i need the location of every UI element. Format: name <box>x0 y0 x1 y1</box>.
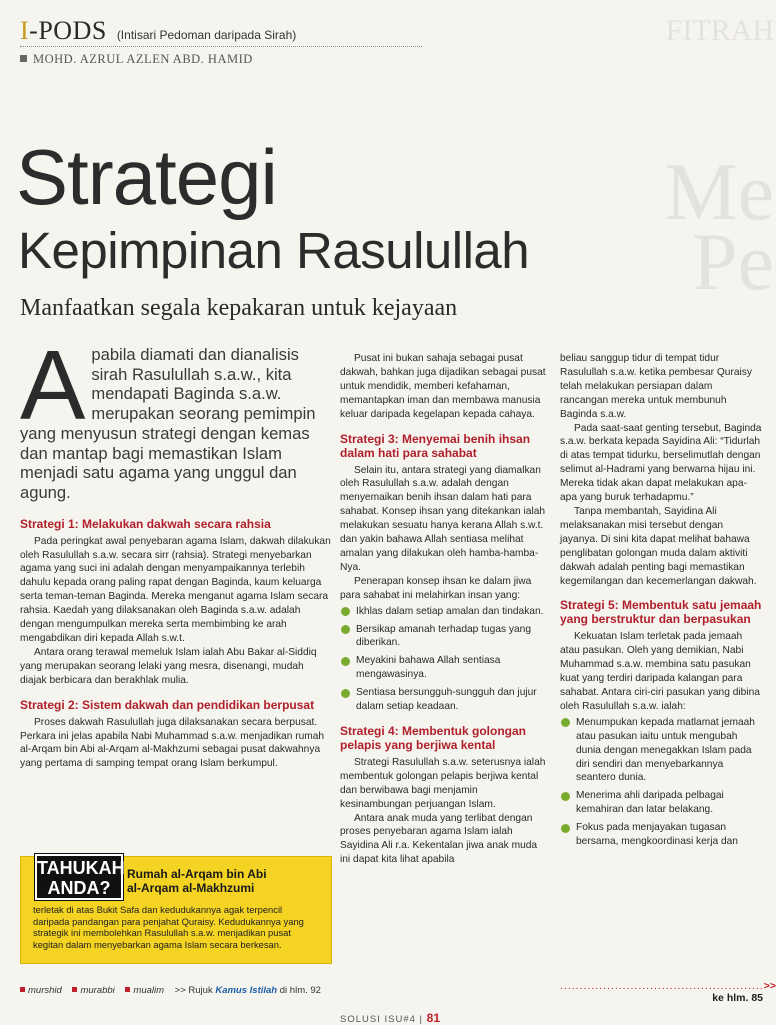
lead-text: pabila diamati dan dianalisis sirah Rasulullah s.a.w., kita mendapati Baginda s.a.w. merupakan seorang pemimpin yang menyusun strategi dengan kemas dan mantap bagi memastikan Islam menjadi satu agama yang unggul dan agung. <box>20 345 316 502</box>
author-name: MOHD. AZRUL AZLEN ABD. HAMID <box>33 52 253 66</box>
header-divider <box>20 46 422 47</box>
list-item: Bersikap amanah terhadap tugas yang diberikan. <box>340 623 548 651</box>
list-item: Meyakini bahawa Allah sentiasa mengawasinya. <box>340 654 548 682</box>
glossary-ref-suffix: di hlm. 92 <box>279 985 321 996</box>
ihsan-bullet-list <box>340 605 548 714</box>
arrow-icon: >> <box>763 980 776 992</box>
author-line <box>20 52 253 67</box>
body-paragraph: Kekuatan Islam terletak pada jemaah atau pasukan. Oleh yang demikian, Nabi Muhammad s.a.w. membina satu pasukan kuat yang terdiri daripada kalangan para sahabat. Antara ciri-ciri pasukan yang dibina oleh Rasulullah s.a.w. ialah: <box>560 631 760 712</box>
strategy-3-heading: Strategi 3: Menyemai benih ihsan dalam hati para sahabat <box>340 431 531 460</box>
body-paragraph: Tanpa membantah, Sayidina Ali melaksanakan misi tersebut dengan jayanya. Di sini kita dapat melihat bahawa penglibatan golongan muda dalam aktiviti dakwah adalah penting bagi memastikan kegemilangan dan kecemerlangan dakwah. <box>560 505 757 587</box>
article-title-line1: Strategi <box>16 133 277 221</box>
square-bullet-icon <box>20 987 25 992</box>
body-paragraph: Pada peringkat awal penyebaran agama Islam, dakwah dilakukan oleh Rasulullah s.a.w. secara sirr (rahsia). Strategi menyebarkan agama yang suci ini adalah dengan menyampaikannya terlebih dahulu kepada orang paling rapat dengan Baginda, kaum keluarga serta teman-teman Baginda. Mereka menganut agama Islam secara rahsia. Kaedah yang dilaksanakan oleh Baginda s.a.w. adalah dengan mengumpulkan mereka serta membimbing ke arah mengabdikan diri kepada Allah s.w.t. <box>20 535 331 644</box>
series-subtitle: (Intisari Pedoman daripada Sirah) <box>116 28 297 42</box>
did-you-know-label <box>35 854 123 900</box>
strategy-4-heading: Strategi 4: Membentuk golongan pelapis yang berjiwa kental <box>340 723 527 752</box>
did-you-know-box <box>20 856 332 964</box>
article-subtitle: Manfaatkan segala kepakaran untuk kejayaan <box>20 295 458 321</box>
body-paragraph: Strategi Rasulullah s.a.w. seterusnya ialah membentuk golongan pelapis berjiwa kental dan berwibawa bagi menjamin kesinambungan perjuangan Islam. <box>340 756 546 810</box>
body-paragraph: beliau sanggup tidur di tempat tidur Rasulullah s.a.w. ketika pembesar Quraisy telah melakukan persiapan dalam rancangan mereka untuk membunuh Baginda s.a.w. <box>560 353 752 420</box>
strategy-5-heading: Strategi 5: Membentuk satu jemaah yang berstruktur dan berpasukan <box>560 598 762 627</box>
column-2 <box>340 352 548 867</box>
article-title-line2: Kepimpinan Rasulullah <box>18 222 530 279</box>
glossary-footnote <box>20 985 321 996</box>
team-bullet-list <box>560 716 763 849</box>
page-folio <box>340 1011 440 1025</box>
box-title <box>127 867 267 895</box>
strategy-1-heading: Strategi 1: Melakukan dakwah secara rahsia <box>20 516 271 531</box>
square-bullet-icon <box>72 987 77 992</box>
body-paragraph: Antara orang terawal memeluk Islam ialah Abu Bakar al-Siddiq yang merupakan seorang lelaki yang mesra, disenangi, mudah diajak berbicara dan berakhlak mulia. <box>20 646 317 686</box>
drop-cap: A <box>20 330 86 440</box>
list-item: Menerima ahli daripada pelbagai kemahiran dan latar belakang. <box>560 789 763 817</box>
series-initial: I <box>20 16 30 45</box>
label-line: TAHUKAH <box>37 858 125 878</box>
bleed-through-ghost: Pe <box>692 216 774 307</box>
continued-on-page[interactable] <box>560 980 776 1004</box>
list-item: Ikhlas dalam setiap amalan dan tindakan. <box>340 605 548 619</box>
body-paragraph: Proses dakwah Rasulullah juga dilaksanakan secara berpusat. Perkara ini jelas apabila Nabi Muhammad s.a.w. menjadikan rumah al-Arqam bin Abi al-Arqam al-Makhzumi sebagai pusat dakwahnya yang pertama di samping tempat orang Islam berkumpul. <box>20 716 325 770</box>
bleed-through-ghost: Me <box>664 146 774 237</box>
page-number: 81 <box>426 1011 440 1025</box>
list-item: Menumpukan kepada matlamat jemaah atau pasukan iaitu untuk mengubah dunia dengan menegakkan Islam pada diri sendiri dan menyebarkannya seantero dunia. <box>560 716 763 786</box>
list-item: Sentiasa bersungguh-sungguh dan jujur dalam setiap keadaan. <box>340 686 548 714</box>
body-paragraph: Selain itu, antara strategi yang diamalkan oleh Rasulullah s.a.w. adalah dengan menyemaikan benih ihsan dalam hati para sahabat. Konsep ihsan yang ditekankan ialah melakukan sesuatu hanya kerana Allah s.w.t. dan yakin bahawa Allah sentiasa melihat amalan yang dilakukan oleh hamba-hamba-Nya. <box>340 464 546 573</box>
series-rest: -PODS <box>29 16 107 45</box>
next-page-text: ke hlm. 85 <box>712 992 763 1004</box>
leader-dots: .................................................... <box>560 980 764 992</box>
body-paragraph: Pada saat-saat genting tersebut, Baginda s.a.w. berkata kepada Sayidina Ali: “Tidurlah di atas tempat tidurku, berselimutlah dengan selimut al-Hadrami yang berwarna hijau ini. Mereka tidak akan dapat melakukan apa-apa yang buruk terhadapmu.” <box>560 422 762 504</box>
series-header <box>20 16 296 46</box>
body-paragraph: Pusat ini bukan sahaja sebagai pusat dakwah, bahkan juga dijadikan sebagai pusat untuk mendidik, memberi kefahaman, memantapkan iman dan membawa manusia keluar daripada kegelapan kepada cahaya. <box>340 353 546 420</box>
strategy-2-heading: Strategi 2: Sistem dakwah dan pendidikan berpusat <box>20 697 315 712</box>
series-name <box>20 16 107 46</box>
list-item: Fokus pada menjayakan tugasan bersama, mengkoordinasi kerja dan <box>560 821 763 849</box>
square-bullet-icon <box>20 55 27 62</box>
column-3 <box>560 352 763 853</box>
column-1 <box>20 330 332 771</box>
box-title-line: al-Arqam al-Makhzumi <box>127 881 255 895</box>
label-line: ANDA? <box>47 878 111 898</box>
square-bullet-icon <box>125 987 130 992</box>
bleed-through-ghost: FITRAH <box>665 14 774 47</box>
box-title-line: Rumah al-Arqam bin Abi <box>127 867 267 881</box>
box-body: terletak di atas Bukit Safa dan kedudukannya agak terpencil daripada pandangan para penjahat Quraisy. Kedudukannya yang strategik ini membolehkan Rasulullah s.a.w. menjadikan pusat kegitan dalam menyebarkan agama Islam secara berkesan. <box>33 904 304 950</box>
glossary-ref-link[interactable]: Kamus Istilah <box>215 985 278 996</box>
body-paragraph: Antara anak muda yang terlibat dengan proses penyebaran agama Islam ialah Sayidina Ali r.a. Kekentalan jiwa anak muda ini dapat kita lihat apabila <box>340 812 538 866</box>
lead-paragraph <box>20 330 332 503</box>
issue-label: SOLUSI ISU#4 | <box>340 1014 423 1025</box>
glossary-term: mualim <box>133 985 165 996</box>
glossary-term: murshid <box>28 985 62 996</box>
glossary-term: murabbi <box>80 985 115 996</box>
glossary-ref-prefix: >> Rujuk <box>174 985 213 996</box>
body-paragraph: Penerapan konsep ihsan ke dalam jiwa para sahabat ini melahirkan insan yang: <box>340 575 532 601</box>
